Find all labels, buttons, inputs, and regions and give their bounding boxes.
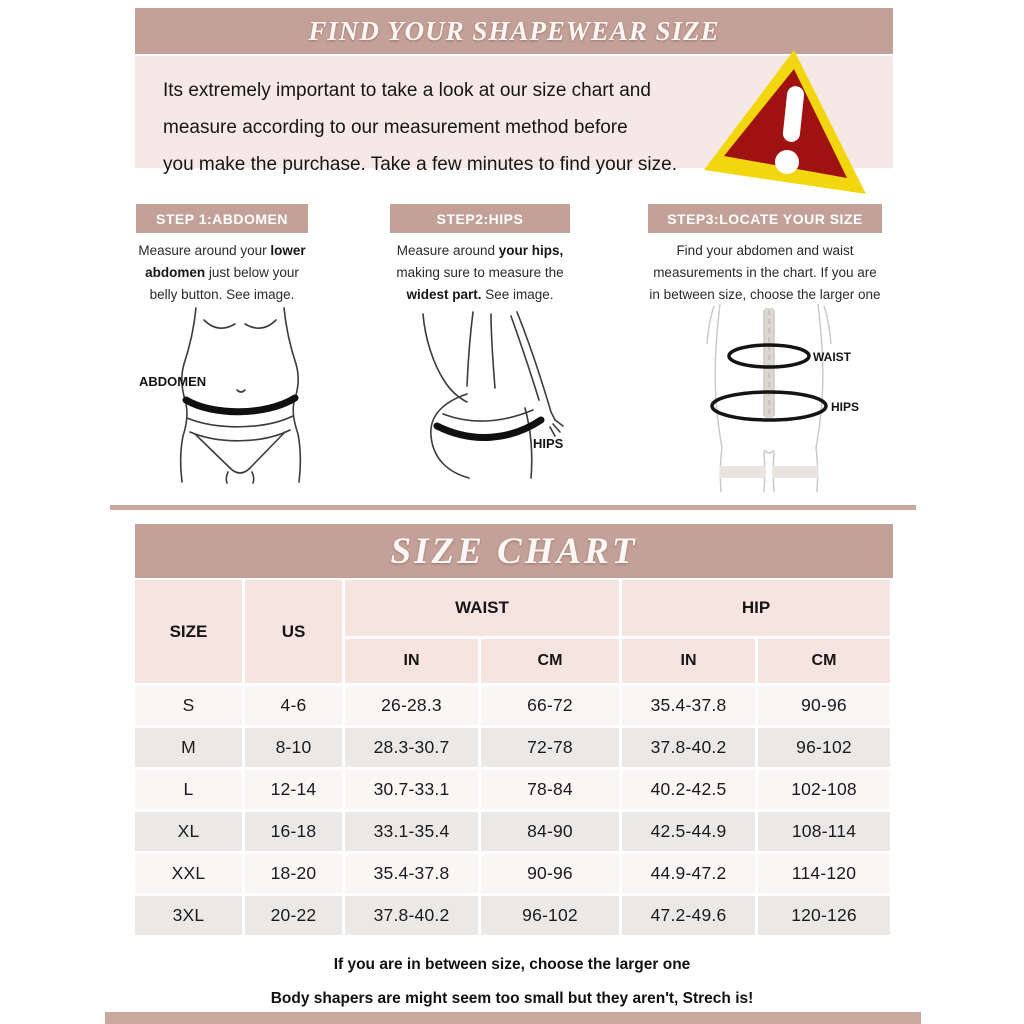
size-chart-banner bbox=[135, 524, 893, 578]
step1-desc-line: abdomen just below your bbox=[145, 265, 299, 280]
column-header-hip: HIP bbox=[622, 580, 890, 636]
warning-triangle-icon bbox=[698, 48, 876, 200]
column-header-waist-cm: CM bbox=[481, 639, 619, 683]
step1-description bbox=[112, 240, 332, 306]
table-cell: XXL bbox=[135, 854, 242, 893]
step3-desc-line: in between size, choose the larger one bbox=[649, 287, 881, 302]
table-cell: 30.7-33.1 bbox=[345, 770, 478, 809]
step1-desc-line: Measure around your lower bbox=[138, 243, 306, 258]
step1-title: STEP 1:ABDOMEN bbox=[156, 210, 288, 227]
step2-desc-line: Measure around your hips, bbox=[396, 243, 564, 258]
table-cell: 40.2-42.5 bbox=[622, 770, 755, 809]
table-cell: 16-18 bbox=[245, 812, 342, 851]
column-header-us: US bbox=[245, 580, 342, 683]
step2-description bbox=[368, 240, 592, 306]
abdomen-figure bbox=[138, 306, 338, 489]
page-title: FIND YOUR SHAPEWEAR SIZE bbox=[308, 15, 720, 46]
table-cell: 37.8-40.2 bbox=[622, 728, 755, 767]
step2-title-bar bbox=[390, 204, 570, 233]
column-header-hip-cm: CM bbox=[758, 639, 890, 683]
column-header-waist: WAIST bbox=[345, 580, 619, 636]
table-cell: 72-78 bbox=[481, 728, 619, 767]
step3-title: STEP3:LOCATE YOUR SIZE bbox=[667, 210, 863, 227]
step3-title-bar bbox=[648, 204, 882, 233]
table-cell: 90-96 bbox=[758, 686, 890, 725]
table-cell: XL bbox=[135, 812, 242, 851]
table-cell: 108-114 bbox=[758, 812, 890, 851]
table-cell: S bbox=[135, 686, 242, 725]
table-cell: 33.1-35.4 bbox=[345, 812, 478, 851]
table-cell: M bbox=[135, 728, 242, 767]
step1-title-bar bbox=[136, 204, 308, 233]
table-cell: 35.4-37.8 bbox=[345, 854, 478, 893]
table-cell: 26-28.3 bbox=[345, 686, 478, 725]
hips-band-label: HIPS bbox=[831, 400, 860, 414]
table-cell: 120-126 bbox=[758, 896, 890, 935]
table-cell: 90-96 bbox=[481, 854, 619, 893]
bottom-accent-bar bbox=[105, 1012, 921, 1024]
size-chart-table bbox=[135, 580, 890, 935]
table-cell: 37.8-40.2 bbox=[345, 896, 478, 935]
table-cell: 84-90 bbox=[481, 812, 619, 851]
waist-band-label: WAIST bbox=[813, 350, 851, 364]
step3-desc-line: Find your abdomen and waist bbox=[676, 243, 854, 258]
hips-figure-label: HIPS bbox=[533, 436, 564, 451]
table-cell: 102-108 bbox=[758, 770, 890, 809]
intro-line: you make the purchase. Take a few minutes to find your size. bbox=[163, 154, 677, 175]
shapewear-figure bbox=[652, 298, 902, 501]
intro-line: measure according to our measurement method before bbox=[163, 117, 628, 138]
column-header-hip-in: IN bbox=[622, 639, 755, 683]
table-cell: 8-10 bbox=[245, 728, 342, 767]
table-cell: 96-102 bbox=[481, 896, 619, 935]
table-cell: 20-22 bbox=[245, 896, 342, 935]
step1-desc-line: belly button. See image. bbox=[149, 287, 295, 302]
table-cell: 3XL bbox=[135, 896, 242, 935]
step3-desc-line: measurements in the chart. If you are bbox=[653, 265, 877, 280]
size-chart-title: SIZE CHART bbox=[390, 530, 638, 572]
step3-description bbox=[638, 240, 892, 306]
table-cell: 4-6 bbox=[245, 686, 342, 725]
table-cell: 28.3-30.7 bbox=[345, 728, 478, 767]
column-header-size: SIZE bbox=[135, 580, 242, 683]
table-cell: 18-20 bbox=[245, 854, 342, 893]
table-cell: 47.2-49.6 bbox=[622, 896, 755, 935]
intro-line: Its extremely important to take a look at our size chart and bbox=[163, 80, 651, 101]
step2-title: STEP2:HIPS bbox=[436, 210, 524, 227]
table-cell: 78-84 bbox=[481, 770, 619, 809]
table-cell: 114-120 bbox=[758, 854, 890, 893]
step2-desc-line: making sure to measure the bbox=[396, 265, 564, 280]
table-cell: L bbox=[135, 770, 242, 809]
table-cell: 66-72 bbox=[481, 686, 619, 725]
section-divider bbox=[110, 505, 916, 510]
table-cell: 96-102 bbox=[758, 728, 890, 767]
column-header-waist-in: IN bbox=[345, 639, 478, 683]
table-cell: 42.5-44.9 bbox=[622, 812, 755, 851]
abdomen-figure-label: ABDOMEN bbox=[139, 374, 207, 389]
table-cell: 12-14 bbox=[245, 770, 342, 809]
table-cell: 35.4-37.8 bbox=[622, 686, 755, 725]
step2-desc-line: widest part. See image. bbox=[406, 287, 554, 302]
footer-note-line: Body shapers are might seem too small but they aren't, Strech is! bbox=[270, 990, 754, 1007]
hips-figure bbox=[385, 308, 575, 485]
footer-note-line: If you are in between size, choose the larger one bbox=[333, 956, 691, 973]
table-cell: 44.9-47.2 bbox=[622, 854, 755, 893]
